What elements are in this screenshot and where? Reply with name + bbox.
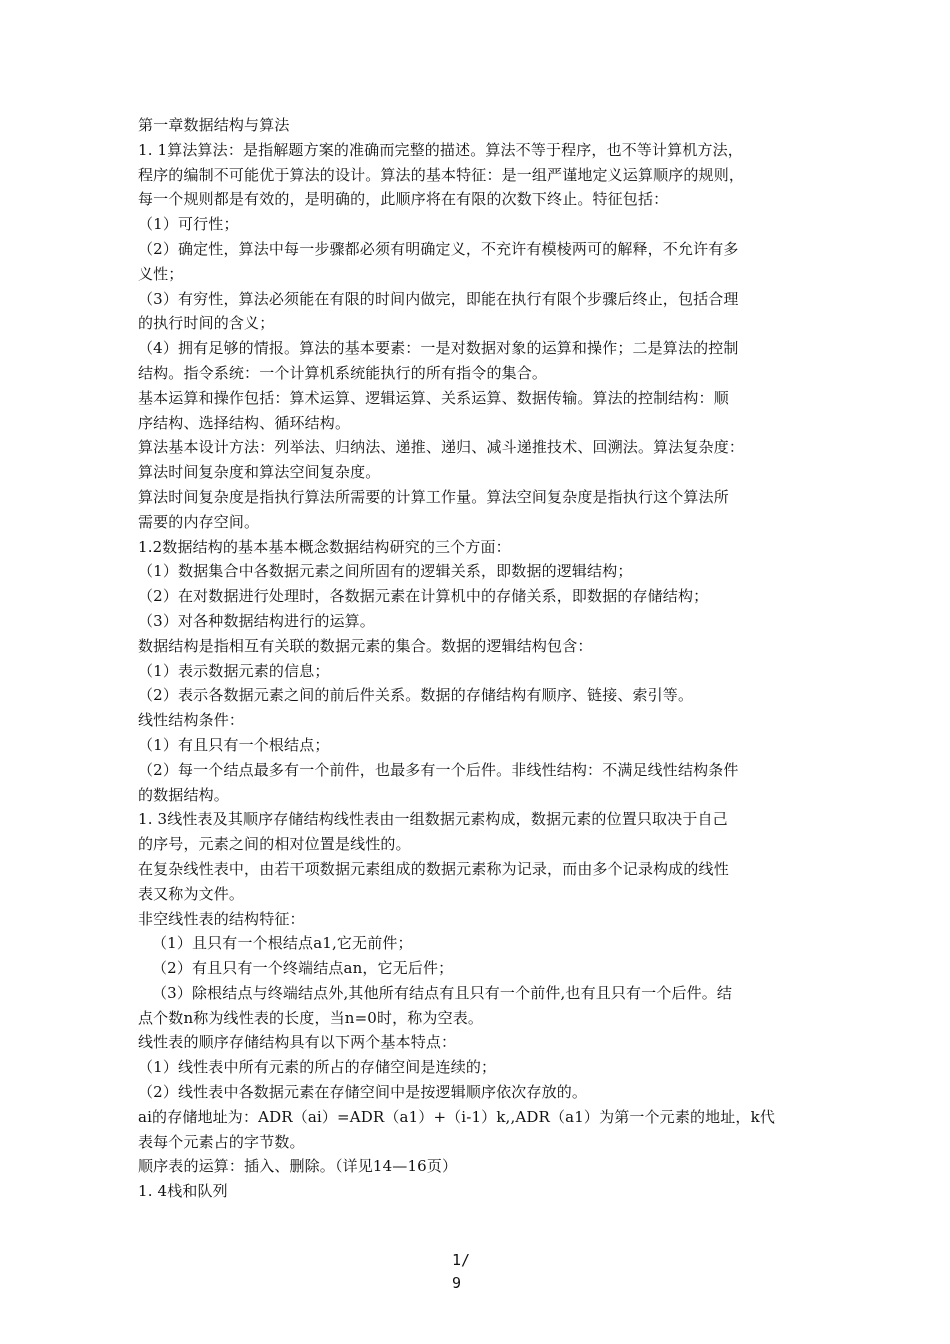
text-line: 结构。指令系统：一个计算机系统能执行的所有指令的集合。 [138,363,548,382]
text-line: 算法时间复杂度是指执行算法所需要的计算工作量。算法空间复杂度是指执行这个算法所 [138,487,729,506]
text-line: （3）对各种数据结构进行的运算。 [138,611,375,630]
section-heading: 1.2数据结构的基本基本概念数据结构研究的三个方面： [138,537,511,556]
text-line-indented: （3）除根结点与终端结点外,其他所有结点有且只有一个前件,也有且只有一个后件。结 [152,983,733,1002]
text-line: ai的存储地址为：ADR（ai）=ADR（a1）+（i-1）k,,ADR（a1）为第一个元素的地址，k代 [138,1107,775,1126]
text-line: 程序的编制不可能优于算法的设计。算法的基本特征：是一组严谨地定义运算顺序的规则， [138,165,745,184]
text-line: （1）数据集合中各数据元素之间所固有的逻辑关系，即数据的逻辑结构； [138,562,633,581]
text-line: 线性结构条件： [138,711,245,730]
page-number [452,1249,492,1295]
text-line: 算法基本设计方法：列举法、归纳法、递推、递归、减斗递推技术、回溯法。算法复杂度： [138,438,745,457]
text-line: 需要的内存空间。 [138,512,260,531]
text-line: 顺序表的运算：插入、删除。（详见14—16页） [138,1157,458,1176]
text-line: 1. 1算法算法：是指解题方案的准确而完整的描述。算法不等于程序，也不等计算机方法， [138,140,743,159]
page-number-current: 1/ [452,1251,471,1269]
page-number-total: 9 [452,1274,462,1292]
text-line: （4）拥有足够的情报。算法的基本要素：一是对数据对象的运算和操作；二是算法的控制 [138,339,739,358]
text-line: 的数据结构。 [138,785,229,804]
text-line: 基本运算和操作包括：算术运算、逻辑运算、关系运算、数据传输。算法的控制结构：顺 [138,388,729,407]
text-line-indented: （2）有且只有一个终端结点an，它无后件； [152,959,454,978]
text-line: 非空线性表的结构特征： [138,909,305,928]
text-line-indented: （1）且只有一个根结点a1,它无前件； [152,934,413,953]
chapter-title: 第一章数据结构与算法 [138,116,290,134]
text-line: 每一个规则都是有效的，是明确的，此顺序将在有限的次数下终止。特征包括： [138,190,669,209]
text-line: 在复杂线性表中，由若干项数据元素组成的数据元素称为记录，而由多个记录构成的线性 [138,859,729,878]
text-line: （1）表示数据元素的信息； [138,661,330,680]
text-line: 数据结构是指相互有关联的数据元素的集合。数据的逻辑结构包含： [138,636,593,655]
text-line: （1）有且只有一个根结点； [138,735,330,754]
text-line: 点个数n称为线性表的长度，当n=0时，称为空表。 [138,1008,484,1027]
text-line: （2）线性表中各数据元素在存储空间中是按逻辑顺序依次存放的。 [138,1083,588,1102]
text-line: （1）线性表中所有元素的所占的存储空间是连续的； [138,1058,497,1077]
text-line: （2）确定性，算法中每一步骤都必须有明确定义，不充许有模棱两可的解释，不允许有多 [138,239,739,258]
text-line: （2）表示各数据元素之间的前后件关系。数据的存储结构有顺序、链接、索引等。 [138,686,694,705]
document-body [138,113,818,1204]
text-line: 表又称为文件。 [138,884,245,903]
text-line: 的执行时间的含义； [138,314,275,333]
text-line: 线性表的顺序存储结构具有以下两个基本特点： [138,1033,457,1052]
text-line: 算法时间复杂度和算法空间复杂度。 [138,463,381,482]
text-line: 表每个元素占的字节数。 [138,1132,305,1151]
text-line: （1）可行性； [138,215,239,234]
text-line: （3）有穷性，算法必须能在有限的时间内做完，即能在执行有限个步骤后终止，包括合理 [138,289,739,308]
text-line: （2）每一个结点最多有一个前件，也最多有一个后件。非线性结构：不满足线性结构条件 [138,760,739,779]
text-line: 序结构、选择结构、循环结构。 [138,413,351,432]
section-heading: 1. 3线性表及其顺序存储结构线性表由一组数据元素构成，数据元素的位置只取决于自己 [138,810,728,829]
text-line: 的序号，元素之间的相对位置是线性的。 [138,835,411,854]
text-line: （2）在对数据进行处理时，各数据元素在计算机中的存储关系，即数据的存储结构； [138,587,709,606]
section-heading: 1. 4栈和队列 [138,1182,228,1201]
text-line: 义性； [138,264,184,283]
